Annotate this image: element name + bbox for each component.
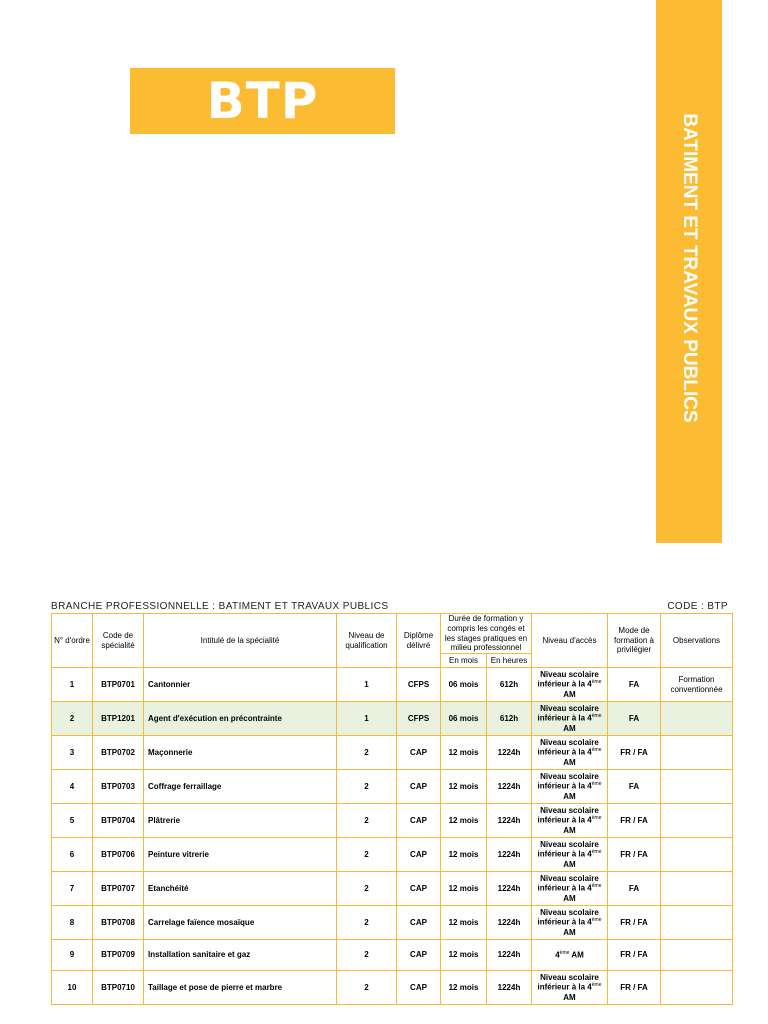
- cell-duree-heures: 612h: [487, 702, 532, 736]
- acces-suffix: AM: [563, 893, 576, 903]
- acces-superscript: ème: [591, 679, 602, 686]
- cell-duree-heures: 1224h: [487, 838, 532, 872]
- table-row: [52, 906, 733, 940]
- cell-mode: FR / FA: [608, 971, 661, 1005]
- cell-duree-heures: 612h: [487, 668, 532, 702]
- code-caption: CODE : BTP: [667, 601, 728, 612]
- header-niveau-acces: Niveau d'accès: [532, 614, 608, 668]
- cell-niveau-qualification: 2: [337, 906, 397, 940]
- cell-duree-mois: 12 mois: [441, 971, 487, 1005]
- cell-observations: [661, 940, 733, 971]
- cell-observations: [661, 906, 733, 940]
- cell-code: BTP0704: [93, 804, 144, 838]
- acces-text: Niveau scolaire inférieur à la 4: [537, 737, 599, 758]
- cell-niveau-qualification: 2: [337, 770, 397, 804]
- header-num: N° d'ordre: [52, 614, 93, 668]
- acces-suffix: AM: [563, 757, 576, 767]
- table-caption: [51, 601, 728, 612]
- acces-text: Niveau scolaire inférieur à la 4: [537, 839, 599, 860]
- btp-title-banner: [130, 68, 395, 134]
- cell-intitule: Maçonnerie: [144, 736, 337, 770]
- cell-num: 2: [52, 702, 93, 736]
- table-row: [52, 736, 733, 770]
- cell-niveau-qualification: 2: [337, 872, 397, 906]
- cell-num: 10: [52, 971, 93, 1005]
- specialties-table: [51, 613, 733, 1005]
- header-mode: Mode de formation à privilégier: [608, 614, 661, 668]
- acces-suffix: AM: [563, 723, 576, 733]
- cell-observations: [661, 770, 733, 804]
- cell-niveau-acces: [532, 906, 608, 940]
- cell-duree-heures: 1224h: [487, 804, 532, 838]
- cell-diplome: CAP: [397, 804, 441, 838]
- header-duree-heures: En heures: [487, 654, 532, 668]
- acces-suffix: AM: [563, 791, 576, 801]
- cell-code: BTP0710: [93, 971, 144, 1005]
- cell-niveau-qualification: 2: [337, 971, 397, 1005]
- cell-diplome: CFPS: [397, 702, 441, 736]
- acces-suffix: AM: [563, 859, 576, 869]
- cell-niveau-acces: [532, 971, 608, 1005]
- cell-niveau-acces: [532, 872, 608, 906]
- cell-duree-mois: 06 mois: [441, 702, 487, 736]
- acces-superscript: ème: [559, 949, 570, 956]
- cell-duree-mois: 12 mois: [441, 872, 487, 906]
- header-duree-mois: En mois: [441, 654, 487, 668]
- cell-mode: FA: [608, 668, 661, 702]
- cell-diplome: CAP: [397, 940, 441, 971]
- header-observations: Observations: [661, 614, 733, 668]
- acces-suffix: AM: [563, 927, 576, 937]
- cell-duree-mois: 12 mois: [441, 940, 487, 971]
- acces-superscript: ème: [591, 781, 602, 788]
- acces-suffix: AM: [569, 950, 584, 960]
- header-intitule: Intitulé de la spécialité: [144, 614, 337, 668]
- cell-intitule: Carrelage faïence mosaïque: [144, 906, 337, 940]
- cell-num: 3: [52, 736, 93, 770]
- side-band: [656, 0, 722, 543]
- acces-text: Niveau scolaire inférieur à la 4: [537, 703, 599, 724]
- table-row: [52, 838, 733, 872]
- cell-diplome: CAP: [397, 838, 441, 872]
- acces-suffix: AM: [563, 689, 576, 699]
- cell-mode: FR / FA: [608, 804, 661, 838]
- btp-title: BTP: [206, 72, 319, 130]
- cell-num: 9: [52, 940, 93, 971]
- cell-niveau-acces: [532, 702, 608, 736]
- acces-text: 4: [555, 950, 560, 960]
- cell-duree-heures: 1224h: [487, 940, 532, 971]
- cell-duree-heures: 1224h: [487, 971, 532, 1005]
- cell-observations: [661, 872, 733, 906]
- cell-niveau-acces: [532, 804, 608, 838]
- cell-intitule: Plâtrerie: [144, 804, 337, 838]
- table-row: [52, 940, 733, 971]
- cell-niveau-acces: [532, 940, 608, 971]
- cell-diplome: CAP: [397, 872, 441, 906]
- acces-suffix: AM: [563, 992, 576, 1002]
- acces-text: Niveau scolaire inférieur à la 4: [537, 771, 599, 792]
- cell-niveau-qualification: 2: [337, 804, 397, 838]
- cell-duree-mois: 12 mois: [441, 770, 487, 804]
- cell-code: BTP0707: [93, 872, 144, 906]
- table-row: [52, 804, 733, 838]
- acces-suffix: AM: [563, 825, 576, 835]
- cell-duree-mois: 12 mois: [441, 906, 487, 940]
- cell-observations: Formation conventionnée: [661, 668, 733, 702]
- cell-code: BTP0709: [93, 940, 144, 971]
- cell-duree-heures: 1224h: [487, 906, 532, 940]
- acces-superscript: ème: [591, 849, 602, 856]
- cell-code: BTP0703: [93, 770, 144, 804]
- cell-diplome: CAP: [397, 770, 441, 804]
- cell-diplome: CAP: [397, 971, 441, 1005]
- table-row: [52, 770, 733, 804]
- cell-code: BTP0701: [93, 668, 144, 702]
- acces-superscript: ème: [591, 747, 602, 754]
- cell-mode: FA: [608, 872, 661, 906]
- cell-niveau-qualification: 1: [337, 702, 397, 736]
- cell-duree-heures: 1224h: [487, 770, 532, 804]
- cell-intitule: Peinture vitrerie: [144, 838, 337, 872]
- cell-niveau-qualification: 2: [337, 838, 397, 872]
- cell-observations: [661, 838, 733, 872]
- table-row: [52, 872, 733, 906]
- acces-text: Niveau scolaire inférieur à la 4: [537, 669, 599, 690]
- cell-mode: FA: [608, 702, 661, 736]
- cell-observations: [661, 804, 733, 838]
- cell-num: 6: [52, 838, 93, 872]
- cell-code: BTP0708: [93, 906, 144, 940]
- acces-text: Niveau scolaire inférieur à la 4: [537, 972, 599, 993]
- cell-intitule: Coffrage ferraillage: [144, 770, 337, 804]
- cell-duree-mois: 12 mois: [441, 838, 487, 872]
- cell-duree-mois: 12 mois: [441, 804, 487, 838]
- header-duree: Durée de formation y compris les congés et les stages pratiques en milieu professionnel: [441, 614, 532, 654]
- cell-num: 4: [52, 770, 93, 804]
- cell-diplome: CAP: [397, 736, 441, 770]
- cell-niveau-qualification: 2: [337, 736, 397, 770]
- cell-mode: FR / FA: [608, 940, 661, 971]
- cell-duree-mois: 12 mois: [441, 736, 487, 770]
- header-niveau-qualification: Niveau de qualification: [337, 614, 397, 668]
- cell-mode: FA: [608, 770, 661, 804]
- cell-observations: [661, 702, 733, 736]
- cell-intitule: Taillage et pose de pierre et marbre: [144, 971, 337, 1005]
- cell-observations: [661, 971, 733, 1005]
- cell-niveau-acces: [532, 770, 608, 804]
- cell-duree-mois: 06 mois: [441, 668, 487, 702]
- cell-num: 1: [52, 668, 93, 702]
- branch-caption: BRANCHE PROFESSIONNELLE : BATIMENT ET TRAVAUX PUBLICS: [51, 601, 389, 612]
- table-row: [52, 971, 733, 1005]
- cell-diplome: CAP: [397, 906, 441, 940]
- side-title: BATIMENT ET TRAVAUX PUBLICS: [679, 113, 700, 423]
- cell-num: 7: [52, 872, 93, 906]
- cell-mode: FR / FA: [608, 736, 661, 770]
- acces-superscript: ème: [591, 917, 602, 924]
- cell-num: 8: [52, 906, 93, 940]
- cell-duree-heures: 1224h: [487, 736, 532, 770]
- acces-superscript: ème: [591, 982, 602, 989]
- cell-intitule: Installation sanitaire et gaz: [144, 940, 337, 971]
- cell-code: BTP1201: [93, 702, 144, 736]
- acces-text: Niveau scolaire inférieur à la 4: [537, 907, 599, 928]
- acces-text: Niveau scolaire inférieur à la 4: [537, 805, 599, 826]
- cell-niveau-qualification: 1: [337, 668, 397, 702]
- cell-observations: [661, 736, 733, 770]
- cell-diplome: CFPS: [397, 668, 441, 702]
- acces-superscript: ème: [591, 713, 602, 720]
- acces-superscript: ème: [591, 815, 602, 822]
- cell-mode: FR / FA: [608, 838, 661, 872]
- cell-mode: FR / FA: [608, 906, 661, 940]
- table-row: [52, 702, 733, 736]
- cell-num: 5: [52, 804, 93, 838]
- cell-code: BTP0706: [93, 838, 144, 872]
- cell-niveau-acces: [532, 668, 608, 702]
- cell-intitule: Etanchéité: [144, 872, 337, 906]
- cell-niveau-qualification: 2: [337, 940, 397, 971]
- cell-niveau-acces: [532, 736, 608, 770]
- cell-code: BTP0702: [93, 736, 144, 770]
- cell-intitule: Agent d'exécution en précontrainte: [144, 702, 337, 736]
- table-row: [52, 668, 733, 702]
- acces-superscript: ème: [591, 883, 602, 890]
- header-code: Code de spécialité: [93, 614, 144, 668]
- cell-niveau-acces: [532, 838, 608, 872]
- cell-intitule: Cantonnier: [144, 668, 337, 702]
- header-diplome: Diplôme délivré: [397, 614, 441, 668]
- cell-duree-heures: 1224h: [487, 872, 532, 906]
- acces-text: Niveau scolaire inférieur à la 4: [537, 873, 599, 894]
